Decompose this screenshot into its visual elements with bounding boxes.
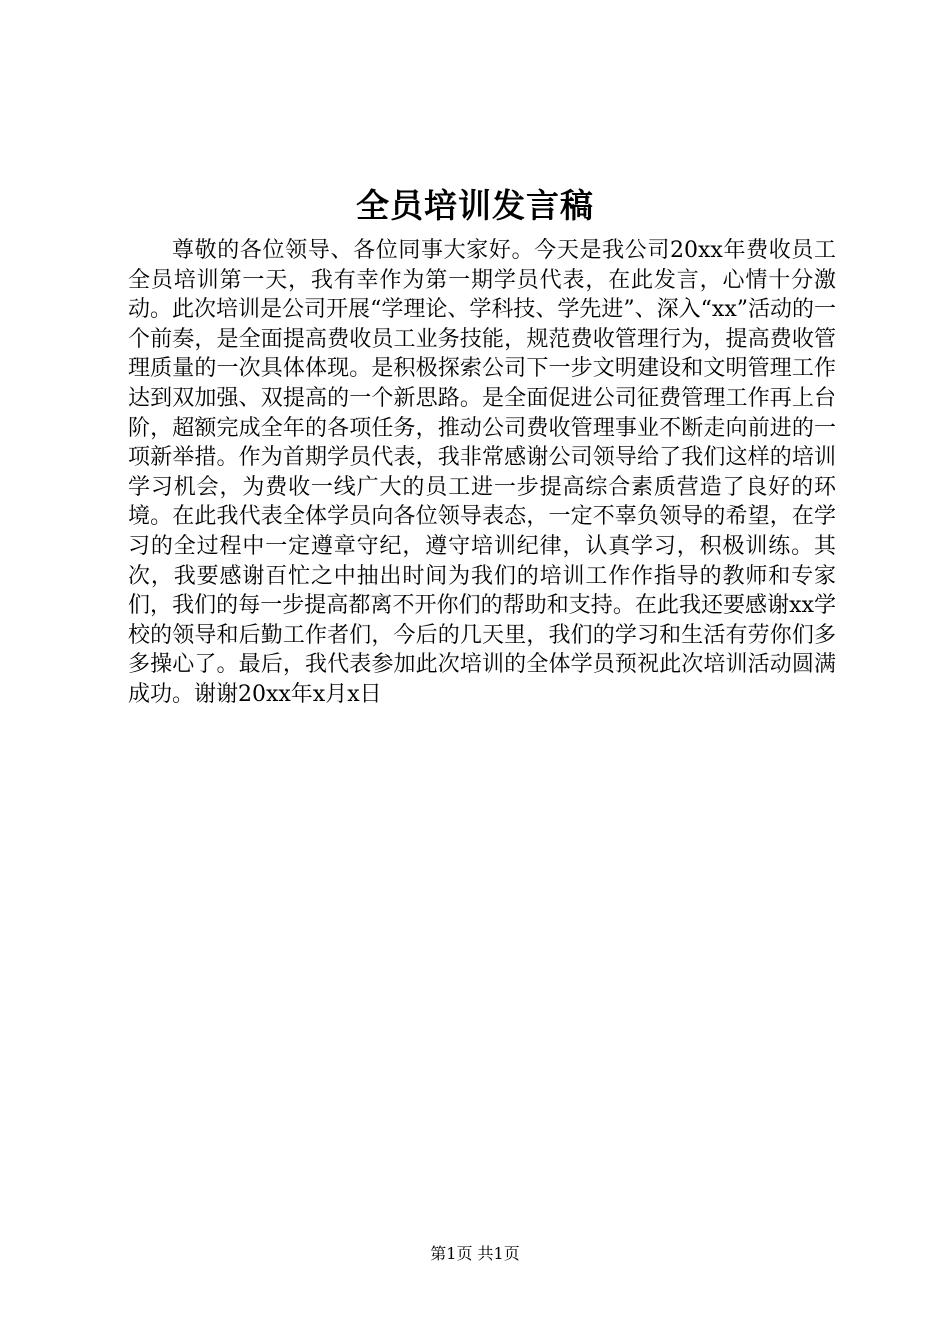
document-title: 全员培训发言稿: [356, 186, 594, 225]
document-body: 尊敬的各位领导、各位同事大家好。今天是我公司20xx年费收员工全员培训第一天，我有幸作为第一期学员代表，在此发言，心情十分激动。此次培训是公司开展“学理论、学科技、学先进”、深入“xx”活动的一个前奏，是全面提高费收员工业务技能，规范费收管理行为，提高费收管理质量的一次具体体现。是积极探索公司下一步文明建设和文明管理工作达到双加强、双提高的一个新思路。是全面促进公司征费管理工作再上台阶，超额完成全年的各项任务，推动公司费收管理事业不断走向前进的一项新举措。作为首期学员代表，我非常感谢公司领导给了我们这样的培训学习机会，为费收一线广大的员工进一步提高综合素质营造了良好的环境。在此我代表全体学员向各位领导表态，一定不辜负领导的希望，在学习的全过程中一定遵章守纪，遵守培训纪律，认真学习，积极训练。其次，我要感谢百忙之中抽出时间为我们的培训工作作指导的教师和专家们，我们的每一步提高都离不开你们的帮助和支持。在此我还要感谢xx学校的领导和后勤工作者们，今后的几天里，我们的学习和生活有劳你们多多操心了。最后，我代表参加此次培训的全体学员预祝此次培训活动圆满成功。谢谢20xx年x月x日: [128, 238, 836, 707]
page-footer: 第1页 共1页: [430, 1244, 520, 1263]
